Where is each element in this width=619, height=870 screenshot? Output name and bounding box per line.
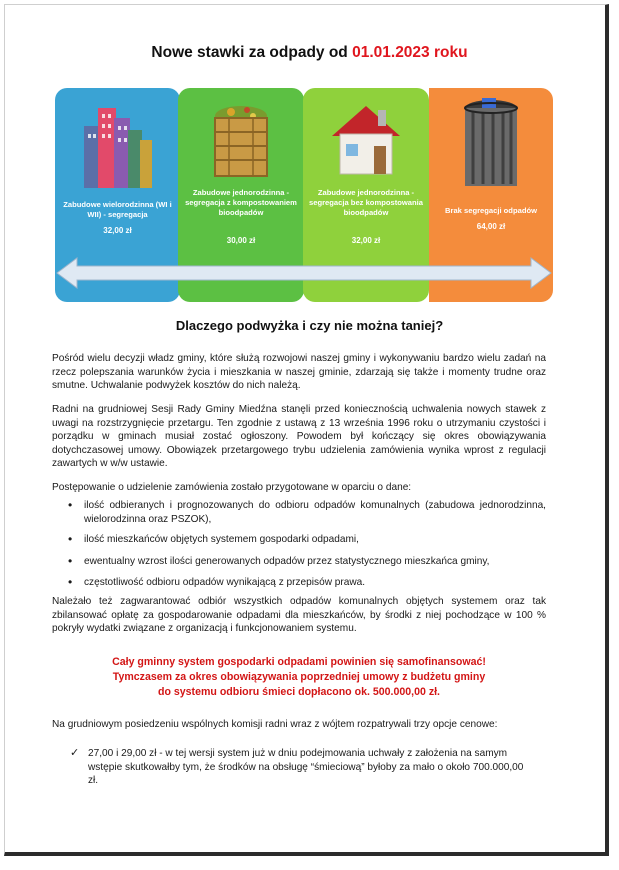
option-item bbox=[70, 747, 528, 788]
checkmark-icon: ✓ bbox=[70, 747, 80, 759]
highlight-notice bbox=[52, 655, 546, 700]
panel-label: Zabudowe jednorodzinna - segregacja z kompostowaniem bioodpadów bbox=[185, 188, 297, 217]
panel-price: 64,00 zł bbox=[476, 222, 506, 231]
option-text: 27,00 i 29,00 zł - w tej wersji system już w dniu podejmowania uchwały z założenia na samym wstępie skutkowałby tym, że środków na obsługę “śmieciową” byłoby za mało o około 700.000,00 zł. bbox=[88, 748, 524, 786]
list-item: • ewentualny wzrost ilości generowanych odpadów przez statystycznego mieszkańca gminy, bbox=[84, 555, 546, 569]
paragraph-data-intro: Postępowanie o udzielenie zamówienia zostało przygotowane w oparciu o dane: bbox=[52, 482, 412, 493]
list-item: • ilość odbieranych i prognozowanych do odbioru odpadów komunalnych (zabudowa jednorodzinna, wielorodzinna oraz PSZOK), bbox=[84, 499, 546, 526]
panel-price: 30,00 zł bbox=[226, 236, 256, 245]
list-item: • ilość mieszkańców objętych systemem gospodarki odpadami, bbox=[84, 533, 546, 547]
compost-bin-icon bbox=[201, 96, 281, 182]
double-arrow-icon bbox=[55, 256, 553, 290]
paragraph-options-intro: Na grudniowym posiedzeniu wspólnych komisji radni wraz z wójtem rozpatrywali trzy opcje cenowe: bbox=[52, 719, 498, 730]
page-title: Nowe stawki za odpady od 01.01.2023 roku bbox=[151, 44, 468, 61]
highlight-line: do systemu odbioru śmieci dopłacono ok. 500.000,00 zł. bbox=[158, 686, 440, 698]
panel-price: 32,00 zł bbox=[351, 236, 381, 245]
paragraph-intro: Pośród wielu decyzji władz gminy, które służą rozwojowi naszej gminy i wykonywaniu bardzo wielu zadań na rzecz polepszania warunków życia i mieszkania w naszej gminie, zdarzają się także i momenty trudne oraz smutne. Uchwalanie podwyżek kosztów do nich należą. bbox=[52, 353, 546, 391]
panel-label: Brak segregacji odpadów bbox=[445, 206, 537, 215]
highlight-line: Cały gminny system gospodarki odpadami powinien się samofinansować! bbox=[112, 656, 486, 668]
panel-label: Zabudowe jednorodzinna - segregacja bez kompostowania bioodpadów bbox=[309, 188, 423, 217]
paragraph-tender: Radni na grudniowej Sesji Rady Gminy Miedźna stanęli przed koniecznością uchwalenia nowych stawek z uwagi na rozstrzygnięcie przetargu. Ten zgodnie z ustawą z 13 września 1996 roku o utrzymaniu czystości i porządku w gminach musiał zostać ogłoszony. Powodem był kończący się okres obowiązywania dotychczasowej umowy. Obowiązek przetargowego trybu udzielenia zamówienia wynika wprost z regulacji zawartych w w/w ustawie. bbox=[52, 404, 546, 469]
house-icon bbox=[324, 96, 408, 180]
section-heading: Dlaczego podwyżka i czy nie można taniej? bbox=[175, 318, 444, 333]
paragraph-balance: Należało też zagwarantować odbiór wszystkich odpadów komunalnych objętych systemem oraz tak zbilansować opłatę za gospodarowanie odpadami dla mieszkańców, by środki z niej pochodzące w 100 % pokryły wydatki związane z organizacją i funkcjonowaniem systemu. bbox=[52, 596, 546, 634]
highlight-line: Tymczasem za okres obowiązywania poprzedniej umowy z budżetu gminy bbox=[112, 671, 486, 683]
rates-banner bbox=[55, 88, 553, 302]
trash-can-icon bbox=[456, 96, 526, 192]
panel-label: Zabudowe wielorodzinna (WI i WII) - segregacja bbox=[63, 200, 172, 219]
list-item: • częstotliwość odbioru odpadów wynikającą z przepisów prawa. bbox=[84, 576, 546, 590]
panel-price: 32,00 zł bbox=[103, 226, 132, 235]
title-date: 01.01.2023 roku bbox=[352, 44, 468, 61]
apartment-buildings-icon bbox=[78, 96, 158, 192]
